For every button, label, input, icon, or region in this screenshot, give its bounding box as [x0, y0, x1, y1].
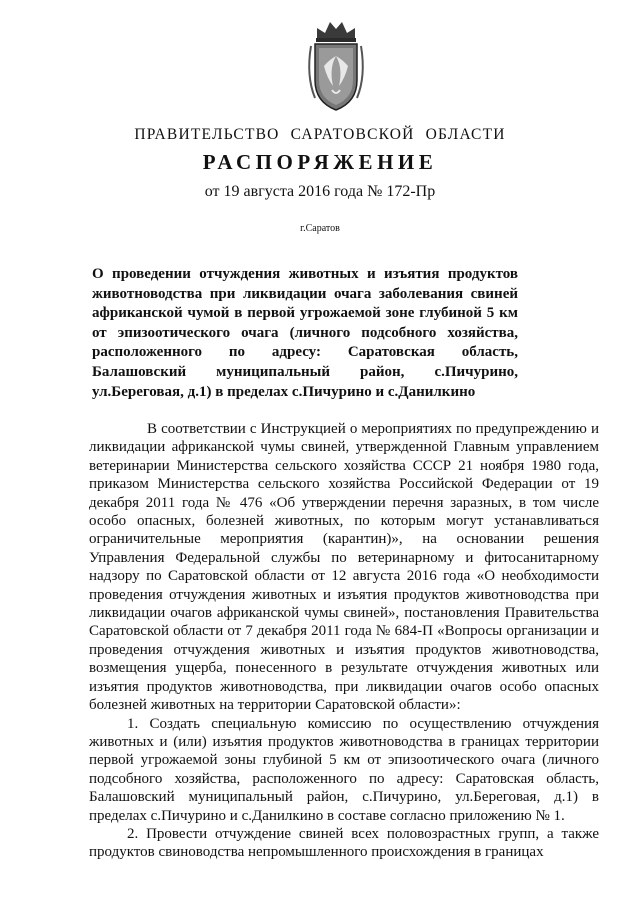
document-title: О проведении отчуждения животных и изъятия продуктов животноводства при ликвидации очага заболевания свиней африканской чумой в первой угрожаемой зоне глубиной 5 км от эпизоотического очага (личного подсобного хозяйства, расположенного по адресу: Саратовская область, Балашовский муниципальный район, с.Пичурино, ул.Береговая, д.1) в пределах с.Пичурино и с.Данилкино — [92, 266, 518, 400]
document-body — [89, 420, 599, 862]
coat-of-arms-icon — [303, 16, 369, 116]
government-name: ПРАВИТЕЛЬСТВО САРАТОВСКОЙ ОБЛАСТИ — [134, 126, 506, 143]
point-2-paragraph: 2. Провести отчуждение свиней всех половозрастных групп, а также продуктов свиноводства непромышленного происхождения в границах — [89, 825, 599, 861]
preamble-paragraph: В соответствии с Инструкцией о мероприятиях по предупреждению и ликвидации африканской чумы свиней, утвержденной Главным управлением ветеринарии Министерства сельского хозяйства СССР 21 ноября 1980 года, приказом Министерства сельского хозяйства Российской Федерации от 19 декабря 2011 года № 476 «Об утверждении перечня заразных, в том числе особо опасных, болезней животных, по которым могут устанавливаться ограничительные мероприятия (карантин)», на основании решения Управления Федеральной службы по ветеринарному и фитосанитарному надзору по Саратовской области от 12 августа 2016 года «О необходимости проведения отчуждения животных и изъятия продуктов животноводства при ликвидации очагов африканской чумы свиней», постановления Правительства Саратовской области от 7 декабря 2011 года № 684-П «Вопросы организации и проведения отчуждения животных и изъятия продуктов животноводства, возмещения ущерба, понесенного в результате отчуждения животных или изъятия продуктов животноводства, при ликвидации очагов особо опасных болезней животных на территории Саратовской области»: — [89, 421, 599, 714]
point-1-paragraph: 1. Создать специальную комиссию по осуществлению отчуждения животных и (или) изъятия продуктов животноводства в границах территории первой угрожаемой зоны глубиной 5 км от эпизоотического очага (личного подсобного хозяйства, расположенного по адресу: Саратовская область, Балашовский муниципальный район, с.Пичурино, ул.Береговая, д.1) в пределах с.Пичурино и с.Данилкино в составе согласно приложению № 1. — [89, 715, 599, 824]
document-city: г.Саратов — [300, 223, 340, 234]
document-type: РАСПОРЯЖЕНИЕ — [202, 150, 438, 174]
document-date-number: от 19 августа 2016 года № 172-Пр — [204, 183, 436, 200]
